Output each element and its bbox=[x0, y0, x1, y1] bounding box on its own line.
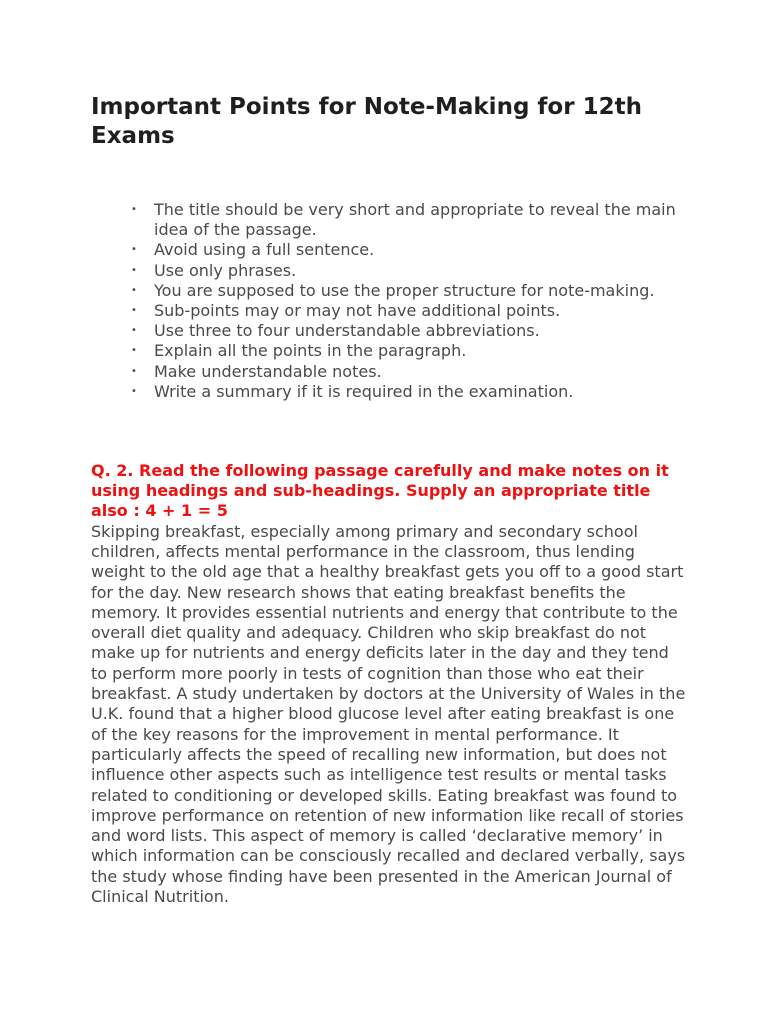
list-item-text: Make understandable notes. bbox=[154, 361, 382, 381]
bullet-icon: • bbox=[131, 385, 137, 397]
list-item bbox=[131, 240, 684, 260]
list-item bbox=[131, 361, 684, 382]
list-item bbox=[131, 321, 684, 341]
list-item-text: You are supposed to use the proper structure for note-making. bbox=[154, 280, 655, 300]
list-item bbox=[131, 200, 684, 240]
list-item bbox=[131, 260, 684, 281]
list-item-text: Sub-points may or may not have additional points. bbox=[154, 301, 561, 321]
bullet-icon: • bbox=[131, 365, 137, 377]
question-heading: Q. 2. Read the following passage carefully and make notes on it using headings and sub-headings. Supply an appropriate title also : 4 + 1 = 5 bbox=[91, 461, 669, 521]
document-page bbox=[91, 93, 691, 907]
list-item-text: Avoid using a full sentence. bbox=[154, 240, 375, 260]
list-item bbox=[131, 301, 684, 321]
bullet-icon: • bbox=[131, 244, 137, 256]
points-list bbox=[91, 200, 684, 402]
list-item-text: Explain all the points in the paragraph. bbox=[154, 341, 467, 361]
passage-text: Skipping breakfast, especially among primary and secondary school children, affects mental performance in the classroom, thus lending weight to the old age that a healthy breakfast gets you off to a good start for the day. New research shows that eating breakfast benefits the memory. It provides essential nutrients and energy that contribute to the overall diet quality and adequacy. Children who skip breakfast do not make up for nutrients and energy deficits later in the day and they tend to perform more poorly in tests of cognition than those who eat their breakfast. A study undertaken by doctors at the University of Wales in the U.K. found that a higher blood glucose level after eating breakfast is one of the key reasons for the improvement in mental performance. It particularly affects the speed of recalling new information, but does not influence other aspects such as intelligence test results or mental tasks related to conditioning or developed skills. Eating breakfast was found to improve performance on retention of new information like recall of stories and word lists. This aspect of memory is called ‘declarative memory’ in which information can be consciously recalled and declared verbally, says the study whose finding have been presented in the American Journal of Clinical Nutrition. bbox=[91, 521, 686, 906]
list-item-text: Use only phrases. bbox=[154, 260, 297, 280]
bullet-icon: • bbox=[131, 325, 137, 337]
bullet-icon: • bbox=[131, 345, 137, 357]
list-item-text: The title should be very short and appropriate to reveal the main idea of the passage. bbox=[154, 200, 676, 240]
bullet-icon: • bbox=[131, 264, 137, 276]
page-title: Important Points for Note-Making for 12th Exams bbox=[91, 94, 642, 149]
list-item-text: Use three to four understandable abbreviations. bbox=[154, 321, 540, 341]
list-item bbox=[131, 381, 684, 402]
bullet-icon: • bbox=[131, 204, 137, 215]
bullet-icon: • bbox=[131, 284, 137, 296]
list-item bbox=[131, 341, 684, 361]
bullet-icon: • bbox=[131, 305, 137, 317]
list-item bbox=[131, 280, 684, 301]
list-item-text: Write a summary if it is required in the examination. bbox=[154, 381, 574, 401]
